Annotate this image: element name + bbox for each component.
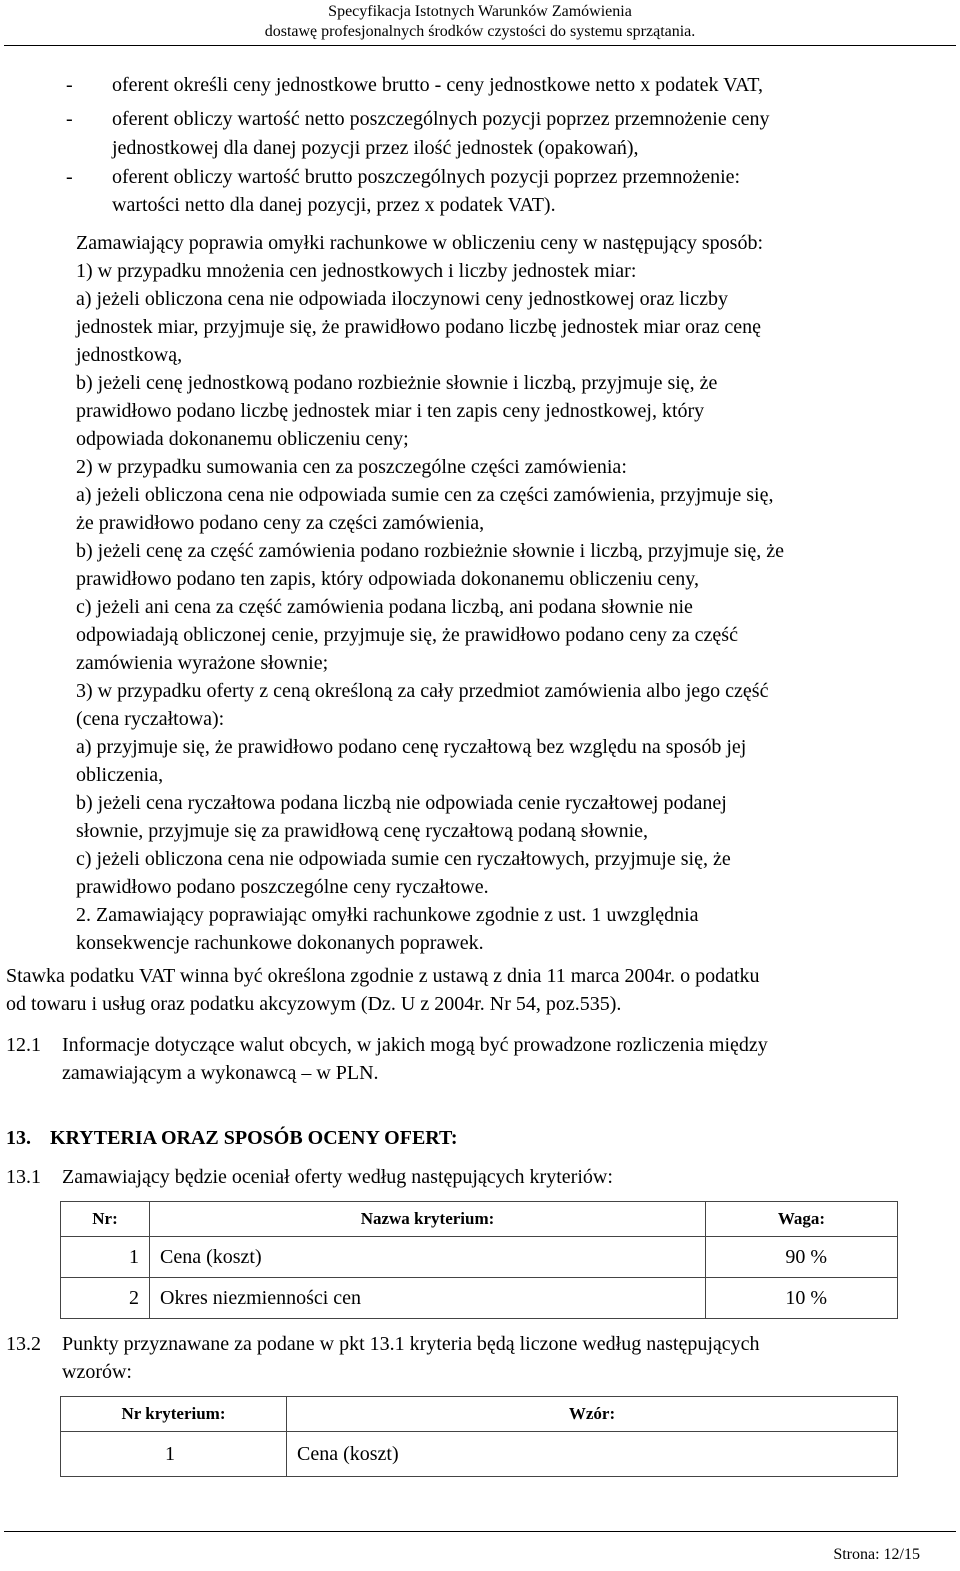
table-row	[61, 1432, 898, 1477]
cell-nr: 2	[61, 1278, 150, 1319]
corrections-line: a) jeżeli obliczona cena nie odpowiada iloczynowi ceny jednostkowej oraz liczby	[76, 288, 728, 310]
corrections-line: że prawidłowo podano ceny za części zamówienia,	[76, 512, 485, 534]
col-header-formula: Wzór:	[287, 1397, 898, 1432]
section-13-number: 13.	[6, 1127, 31, 1149]
bullet-line: oferent obliczy wartość netto poszczególnych pozycji poprzez przemnożenie ceny	[112, 108, 770, 130]
corrections-line: odpowiada dokonanemu obliczeniu ceny;	[76, 428, 409, 450]
corrections-line: c) jeżeli ani cena za część zamówienia podana liczbą, ani podana słownie nie	[76, 596, 693, 618]
cell-weight: 90 %	[706, 1237, 898, 1278]
header-subtitle: dostawę profesjonalnych środków czystości do systemu sprzątania.	[264, 23, 696, 40]
corrections-line: słownie, przyjmuje się za prawidłową cenę ryczałtową podaną słownie,	[76, 820, 649, 842]
corrections-line: odpowiadają obliczonej cenie, przyjmuje się, że prawidłowo podano ceny za część	[76, 624, 738, 646]
section-13-1-text: Zamawiający będzie oceniał oferty według następujących kryteriów:	[62, 1166, 613, 1188]
table-header-row	[61, 1397, 898, 1432]
corrections-line: zamówienia wyrażone słownie;	[76, 652, 329, 674]
bullet-line: oferent określi ceny jednostkowe brutto - ceny jednostkowe netto x podatek VAT,	[112, 74, 763, 96]
table-row	[61, 1278, 898, 1319]
corrections-line: prawidłowo podano poszczególne ceny ryczałtowe.	[76, 876, 489, 898]
bullet-dash: -	[66, 108, 73, 130]
col-header-nr: Nr:	[61, 1202, 150, 1237]
section-13-2-text: Punkty przyznawane za podane w pkt 13.1 kryteria będą liczone według następujących	[62, 1333, 760, 1355]
cell-name: Okres niezmienności cen	[150, 1278, 706, 1319]
formula-table	[60, 1396, 898, 1477]
header-divider	[4, 45, 956, 46]
col-header-name: Nazwa kryterium:	[150, 1202, 706, 1237]
cell-criterion: 1	[61, 1432, 287, 1477]
corrections-line: Zamawiający poprawia omyłki rachunkowe w obliczeniu ceny w następujący sposób:	[76, 232, 764, 254]
section-number: 12.1	[6, 1034, 41, 1056]
cell-formula: Cena (koszt)	[287, 1432, 898, 1477]
corrections-line: jednostkową,	[76, 344, 183, 366]
corrections-line: a) przyjmuje się, że prawidłowo podano cenę ryczałtową bez względu na sposób jej	[76, 736, 747, 758]
table-header-row	[61, 1202, 898, 1237]
bullet-line: oferent obliczy wartość brutto poszczególnych pozycji poprzez przemnożenie:	[112, 166, 741, 188]
corrections-line: c) jeżeli obliczona cena nie odpowiada sumie cen ryczałtowych, przyjmuje się, że	[76, 848, 731, 870]
bullet-dash: -	[66, 74, 73, 96]
cell-nr: 1	[61, 1237, 150, 1278]
page-header	[0, 0, 960, 46]
corrections-line: b) jeżeli cenę jednostkową podano rozbieżnie słownie i liczbą, przyjmuje się, że	[76, 372, 718, 394]
corrections-line: (cena ryczałtowa):	[76, 708, 225, 730]
cell-weight: 10 %	[706, 1278, 898, 1319]
vat-paragraph-line: od towaru i usług oraz podatku akcyzowym (Dz. U z 2004r. Nr 54, poz.535).	[6, 993, 622, 1015]
cell-name: Cena (koszt)	[150, 1237, 706, 1278]
table-row	[61, 1237, 898, 1278]
corrections-line: 1) w przypadku mnożenia cen jednostkowych i liczby jednostek miar:	[76, 260, 637, 282]
corrections-line: a) jeżeli obliczona cena nie odpowiada sumie cen za części zamówienia, przyjmuje się,	[76, 484, 774, 506]
corrections-line: b) jeżeli cena ryczałtowa podana liczbą nie odpowiada cenie ryczałtowej podanej	[76, 792, 727, 814]
corrections-line: 3) w przypadku oferty z ceną określoną za cały przedmiot zamówienia albo jego część	[76, 680, 769, 702]
footer-divider	[4, 1531, 956, 1532]
page-number: Strona: 12/15	[833, 1546, 920, 1563]
header-title: Specyfikacja Istotnych Warunków Zamówienia	[328, 3, 632, 20]
criteria-table	[60, 1201, 898, 1319]
section-12-1-text: Informacje dotyczące walut obcych, w jakich mogą być prowadzone rozliczenia między	[62, 1034, 768, 1056]
corrections-line: 2) w przypadku sumowania cen za poszczególne części zamówienia:	[76, 456, 627, 478]
vat-paragraph-line: Stawka podatku VAT winna być określona zgodnie z ustawą z dnia 11 marca 2004r. o podatku	[6, 965, 760, 987]
corrections-line: 2. Zamawiający poprawiając omyłki rachunkowe zgodnie z ust. 1 uwzględnia	[76, 904, 699, 926]
corrections-line: prawidłowo podano ten zapis, który odpowiada dokonanemu obliczeniu ceny,	[76, 568, 699, 590]
bullet-dash: -	[66, 166, 73, 188]
col-header-weight: Waga:	[706, 1202, 898, 1237]
corrections-line: konsekwencje rachunkowe dokonanych poprawek.	[76, 932, 484, 954]
corrections-line: jednostek miar, przyjmuje się, że prawidłowo podano liczbę jednostek miar oraz cenę	[76, 316, 762, 338]
section-number: 13.2	[6, 1333, 41, 1355]
col-header-criterion: Nr kryterium:	[61, 1397, 287, 1432]
corrections-line: b) jeżeli cenę za część zamówienia podano rozbieżnie słownie i liczbą, przyjmuje się, że	[76, 540, 784, 562]
section-13-title: KRYTERIA ORAZ SPOSÓB OCENY OFERT:	[50, 1127, 458, 1149]
corrections-line: prawidłowo podano liczbę jednostek miar i ten zapis ceny jednostkowej, który	[76, 400, 705, 422]
bullet-line: wartości netto dla danej pozycji, przez x podatek VAT).	[112, 194, 556, 216]
section-number: 13.1	[6, 1166, 41, 1188]
corrections-line: obliczenia,	[76, 764, 164, 786]
section-12-1-text: zamawiającym a wykonawcą – w PLN.	[62, 1062, 379, 1084]
bullet-line: jednostkowej dla danej pozycji przez ilość jednostek (opakowań),	[112, 137, 639, 159]
section-13-2-text: wzorów:	[62, 1361, 132, 1383]
